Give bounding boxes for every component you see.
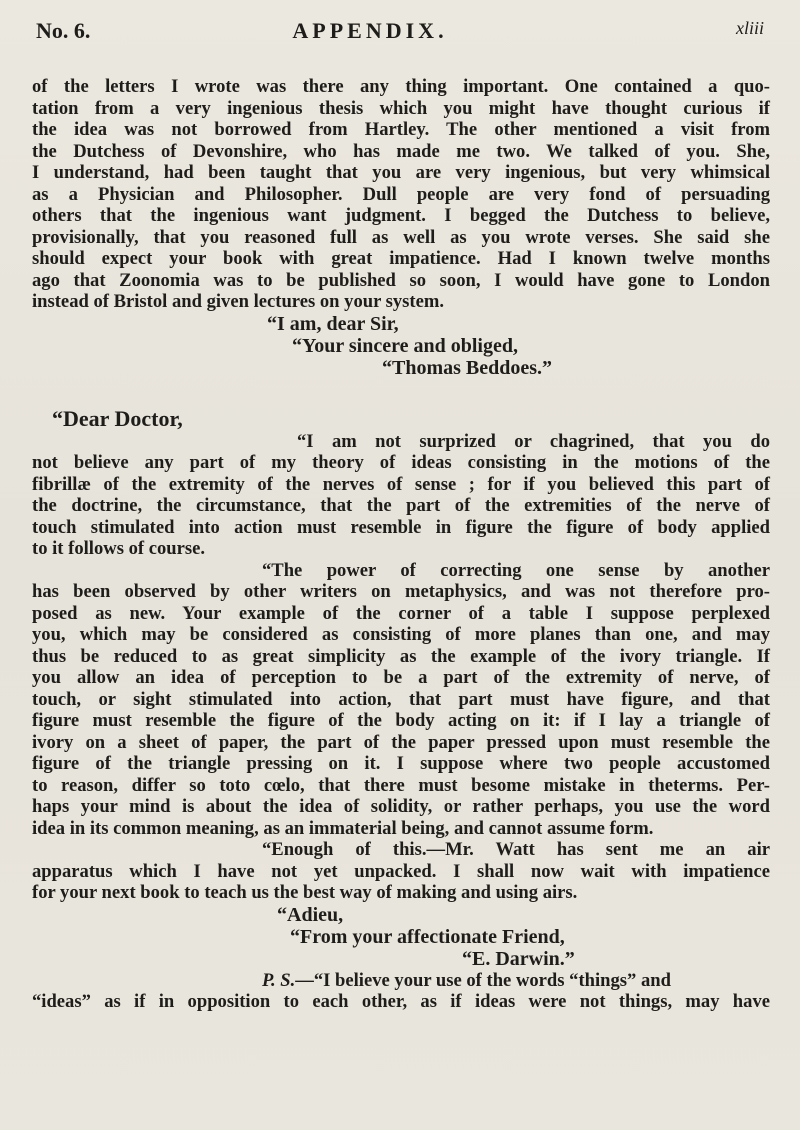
text-line: “The power of correcting one sense by another	[262, 559, 770, 581]
text-line: haps your mind is about the idea of solidity, or rather perhaps, you use the word	[32, 796, 770, 817]
text-line: ago that Zoonomia was to be published so soon, I would have gone to London	[32, 269, 770, 291]
postscript-label: P. S.	[262, 969, 296, 991]
letter-darwin	[32, 407, 770, 970]
text-line: posed as new. Your example of the corner of a table I suppose perplexed	[32, 602, 770, 624]
section-number: No. 6.	[36, 18, 91, 43]
running-header	[36, 18, 764, 48]
text-line: figure must resemble the figure of the body acting on it: if I lay a triangle of	[32, 710, 770, 731]
closing-line: “I am, dear Sir,	[267, 312, 399, 335]
text-line: the Dutchess of Devonshire, who has made me two. We talked of you. She,	[32, 140, 770, 162]
text-line: as a Physician and Philosopher. Dull people are very fond of persuading	[32, 183, 770, 205]
text-line: “Enough of this.—Mr. Watt has sent me an air	[262, 839, 770, 860]
letter-beddoes	[32, 76, 770, 379]
running-title: APPENDIX.	[292, 18, 448, 43]
text-line: apparatus which I have not yet unpacked. I shall now wait with impatience	[32, 860, 770, 882]
closing-line: “Your sincere and obliged,	[292, 334, 518, 357]
text-line: ivory on a sheet of paper, the part of the paper pressed upon must resemble the	[32, 731, 770, 753]
text-line: “I am not surprized or chagrined, that you do	[297, 430, 770, 452]
text-line: touch stimulated into action must resemble in figure the figure of body applied	[32, 516, 770, 538]
text-line: instead of Bristol and given lectures on your system.	[32, 291, 444, 312]
closing-line: “Adieu,	[277, 903, 344, 926]
text-line: thus be reduced to as great simplicity as the example of the ivory triangle. If	[32, 645, 770, 667]
text-line: the idea was not borrowed from Hartley. The other mentioned a visit from	[32, 119, 770, 140]
text-line: for your next book to teach us the best way of making and using airs.	[32, 882, 578, 903]
text-line: to reason, differ so toto cœlo, that there must besome mistake in theterms. Per-	[32, 774, 770, 796]
page-number: xliii	[736, 18, 764, 38]
signature: “Thomas Beddoes.”	[382, 356, 553, 379]
postscript	[32, 970, 770, 1013]
text-line: idea in its common meaning, as an immaterial being, and cannot assume form.	[32, 817, 654, 839]
text-line: I understand, had been taught that you are very ingenious, but very whimsical	[32, 162, 770, 183]
text-line: you allow an idea of perception to be a part of the extremity of nerve, of	[32, 667, 770, 688]
text-line: the doctrine, the circumstance, that the part of the extremities of the nerve of	[32, 495, 770, 516]
text-line: you, which may be considered as consisting of more planes than one, and may	[32, 624, 770, 645]
text-line: should expect your book with great impatience. Had I known twelve months	[32, 248, 770, 269]
text-line: tation from a very ingenious thesis which you might have thought curious if	[32, 97, 770, 119]
text-line: to it follows of course.	[32, 538, 205, 559]
text-line: provisionally, that you reasoned full as well as you wrote verses. She said she	[32, 226, 770, 248]
page-body	[32, 76, 770, 1013]
text-line: others that the ingenious want judgment. I begged the Dutchess to believe,	[32, 205, 770, 226]
text-line: fibrillæ of the extremity of the nerves of sense ; for if you believed this part of	[32, 473, 770, 495]
text-line: “ideas” as if in opposition to each other, as if ideas were not things, may have	[32, 991, 770, 1012]
text-line: not believe any part of my theory of ideas consisting in the motions of the	[32, 452, 770, 473]
text-line: of the letters I wrote was there any thing important. One contained a quo-	[32, 76, 770, 97]
postscript-text: —“I believe your use of the words “things” and	[295, 969, 671, 991]
signature: “E. Darwin.”	[462, 947, 575, 970]
closing-line: “From your affectionate Friend,	[290, 925, 565, 948]
text-line: figure of the triangle pressing on it. I suppose where two people accustomed	[32, 753, 770, 774]
text-line: touch, or sight stimulated into action, that part must have figure, and that	[32, 688, 770, 710]
text-line: has been observed by other writers on metaphysics, and was not therefore pro-	[32, 581, 770, 602]
salutation: “Dear Doctor,	[52, 405, 183, 431]
